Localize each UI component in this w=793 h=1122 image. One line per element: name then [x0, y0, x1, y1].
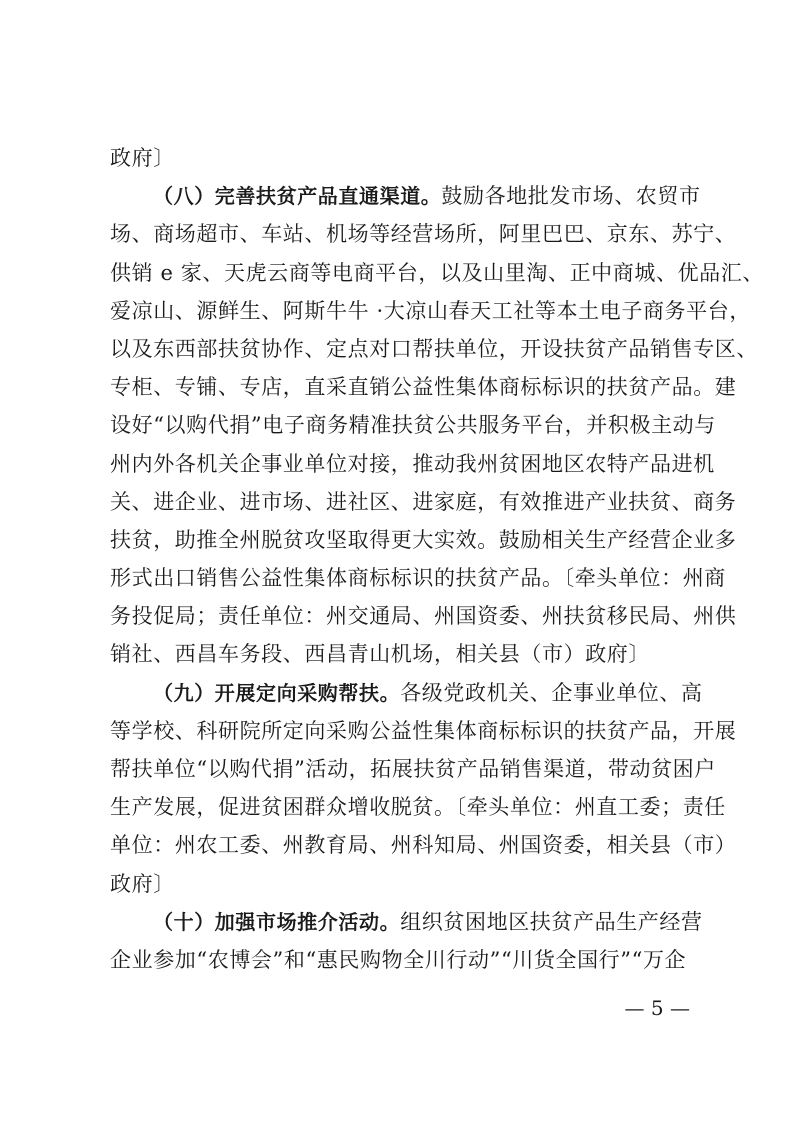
text-line	[110, 941, 685, 979]
text-line	[110, 292, 751, 330]
paragraph-first-line	[110, 674, 703, 712]
line-text: 供销 e 家、天虎云商等电商平台，以及山里淘、正中商城、优品汇、	[110, 260, 764, 285]
text-line	[110, 521, 737, 559]
line-text: 单位：州农工委、州教育局、州科知局、州国资委，相关县（市）	[110, 833, 737, 858]
line-text: 各级党政机关、企事业单位、高	[400, 680, 703, 705]
text-line	[110, 788, 726, 826]
paragraph-first-line	[110, 177, 701, 215]
line-text: 组织贫困地区扶贫产品生产经营	[400, 909, 703, 934]
text-line	[110, 445, 715, 483]
line-text: 企业参加“农博会”和“惠民购物全川行动”“川货全国行”“万企	[110, 947, 687, 972]
line-text: 等学校、科研院所定向采购公益性集体商标标识的扶贫产品，开展	[110, 718, 737, 743]
body-text	[110, 139, 764, 979]
text-line	[110, 368, 737, 406]
text-line	[110, 635, 685, 673]
page-number: — 5 —	[624, 996, 690, 1020]
text-line	[110, 254, 764, 292]
text-line	[110, 750, 716, 788]
line-text: 专柜、专铺、专店，直采直销公益性集体商标标识的扶贫产品。建	[110, 375, 737, 400]
text-line	[110, 215, 737, 253]
line-text: 形式出口销售公益性集体商标标识的扶贫产品。〔牵头单位：州商	[110, 566, 726, 591]
text-line	[110, 597, 737, 635]
section-heading: （八）完善扶贫产品直通渠道。	[153, 184, 442, 209]
text-line	[110, 712, 737, 750]
line-text: 爱凉山、源鲜生、阿斯牛牛 ·大凉山春天工社等本土电子商务平台，	[110, 298, 751, 323]
line-text: 扶贫，助推全州脱贫攻坚取得更大实效。鼓励相关生产经营企业多	[110, 527, 737, 552]
line-text: 以及东西部扶贫协作、定点对口帮扶单位，开设扶贫产品销售专区、	[110, 336, 758, 361]
text-line	[110, 139, 685, 177]
line-text: 鼓励各地批发市场、农贸市	[441, 184, 701, 209]
line-text: 政府〕	[110, 146, 175, 170]
line-text: 帮扶单位“以购代捐”活动，拓展扶贫产品销售渠道，带动贫困户	[110, 757, 716, 781]
line-text: 场、商场超市、车站、机场等经营场所，阿里巴巴、京东、苏宁、	[110, 222, 737, 247]
text-line	[110, 483, 737, 521]
text-line	[110, 559, 726, 597]
text-line	[110, 330, 758, 368]
section-heading: （十）加强市场推介活动。	[153, 909, 401, 934]
text-line	[110, 865, 685, 903]
paragraph-first-line	[110, 903, 703, 941]
section-heading: （九）开展定向采购帮扶。	[153, 680, 401, 705]
line-text: 生产发展，促进贫困群众增收脱贫。〔牵头单位：州直工委；责任	[110, 795, 726, 820]
text-line	[110, 406, 716, 444]
line-text: 销社、西昌车务段、西昌青山机场，相关县（市）政府〕	[110, 642, 650, 667]
line-text: 政府〕	[110, 871, 175, 896]
line-text: 关、进企业、进市场、进社区、进家庭，有效推进产业扶贫、商务	[110, 489, 737, 514]
line-text: 务投促局；责任单位：州交通局、州国资委、州扶贫移民局、州供	[110, 604, 737, 629]
text-line	[110, 826, 737, 864]
line-text: 州内外各机关企事业单位对接，推动我州贫困地区农特产品进机	[110, 451, 715, 476]
line-text: 设好“以购代捐”电子商务精准扶贫公共服务平台，并积极主动与	[110, 413, 716, 438]
